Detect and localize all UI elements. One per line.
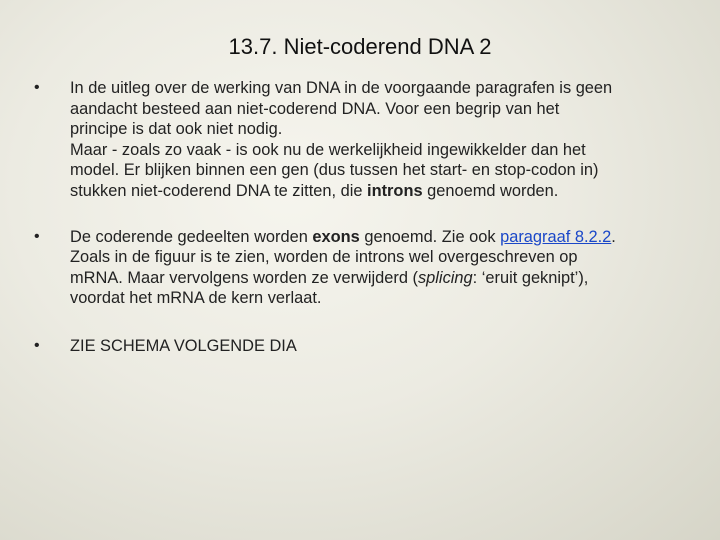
- paragraph-link[interactable]: paragraaf 8.2.2: [500, 227, 612, 246]
- bullet-item-next-slide: [34, 336, 684, 357]
- bullet1-line6-text: stukken niet-coderend DNA te zitten, die: [70, 181, 368, 200]
- bullet1-line5: model. Er blijken binnen een gen (dus tussen het start- en stop-codon in): [70, 161, 599, 180]
- bullet2-line3-text: mRNA. Maar vervolgens worden ze verwijderd (: [70, 268, 418, 287]
- bullet2-line1-mid: genoemd. Zie ook: [359, 227, 501, 246]
- bullet-item-exons: [34, 227, 684, 309]
- bullet-marker: •: [34, 227, 40, 245]
- bullet2-line1-end: .: [611, 227, 616, 246]
- bullet-item-introns: [34, 78, 684, 202]
- bullet2-line3-end: : ‘eruit geknipt’),: [472, 268, 589, 287]
- bullet-marker: •: [34, 79, 40, 96]
- bullet3-line1: ZIE SCHEMA VOLGENDE DIA: [70, 336, 297, 355]
- bullet2-line1: [70, 227, 684, 248]
- bullet2-line2: Zoals in de figuur is te zien, worden de introns wel overgeschreven op: [70, 248, 578, 267]
- bullet-list: [34, 78, 684, 357]
- term-introns: introns: [367, 181, 423, 200]
- bullet1-line6: [70, 181, 684, 202]
- bullet1-line3: principe is dat ook niet nodig.: [70, 120, 283, 139]
- bullet2-line4: voordat het mRNA de kern verlaat.: [70, 289, 322, 308]
- term-exons: exons: [312, 227, 360, 246]
- bullet1-line4: Maar - zoals zo vaak - is ook nu de werkelijkheid ingewikkelder dan het: [70, 140, 586, 159]
- term-splicing: splicing: [417, 268, 473, 287]
- bullet1-line1: In de uitleg over de werking van DNA in de voorgaande paragrafen is geen: [70, 79, 613, 97]
- bullet1-line2: aandacht besteed aan niet-coderend DNA. Voor een begrip van het: [70, 99, 560, 118]
- bullet1-line6-end: genoemd worden.: [422, 181, 559, 200]
- bullet2-line1-text: De coderende gedeelten worden: [70, 227, 313, 246]
- slide-title: 13.7. Niet-coderend DNA 2: [228, 34, 492, 59]
- bullet2-line3: [70, 268, 684, 289]
- bullet-marker: •: [34, 336, 40, 354]
